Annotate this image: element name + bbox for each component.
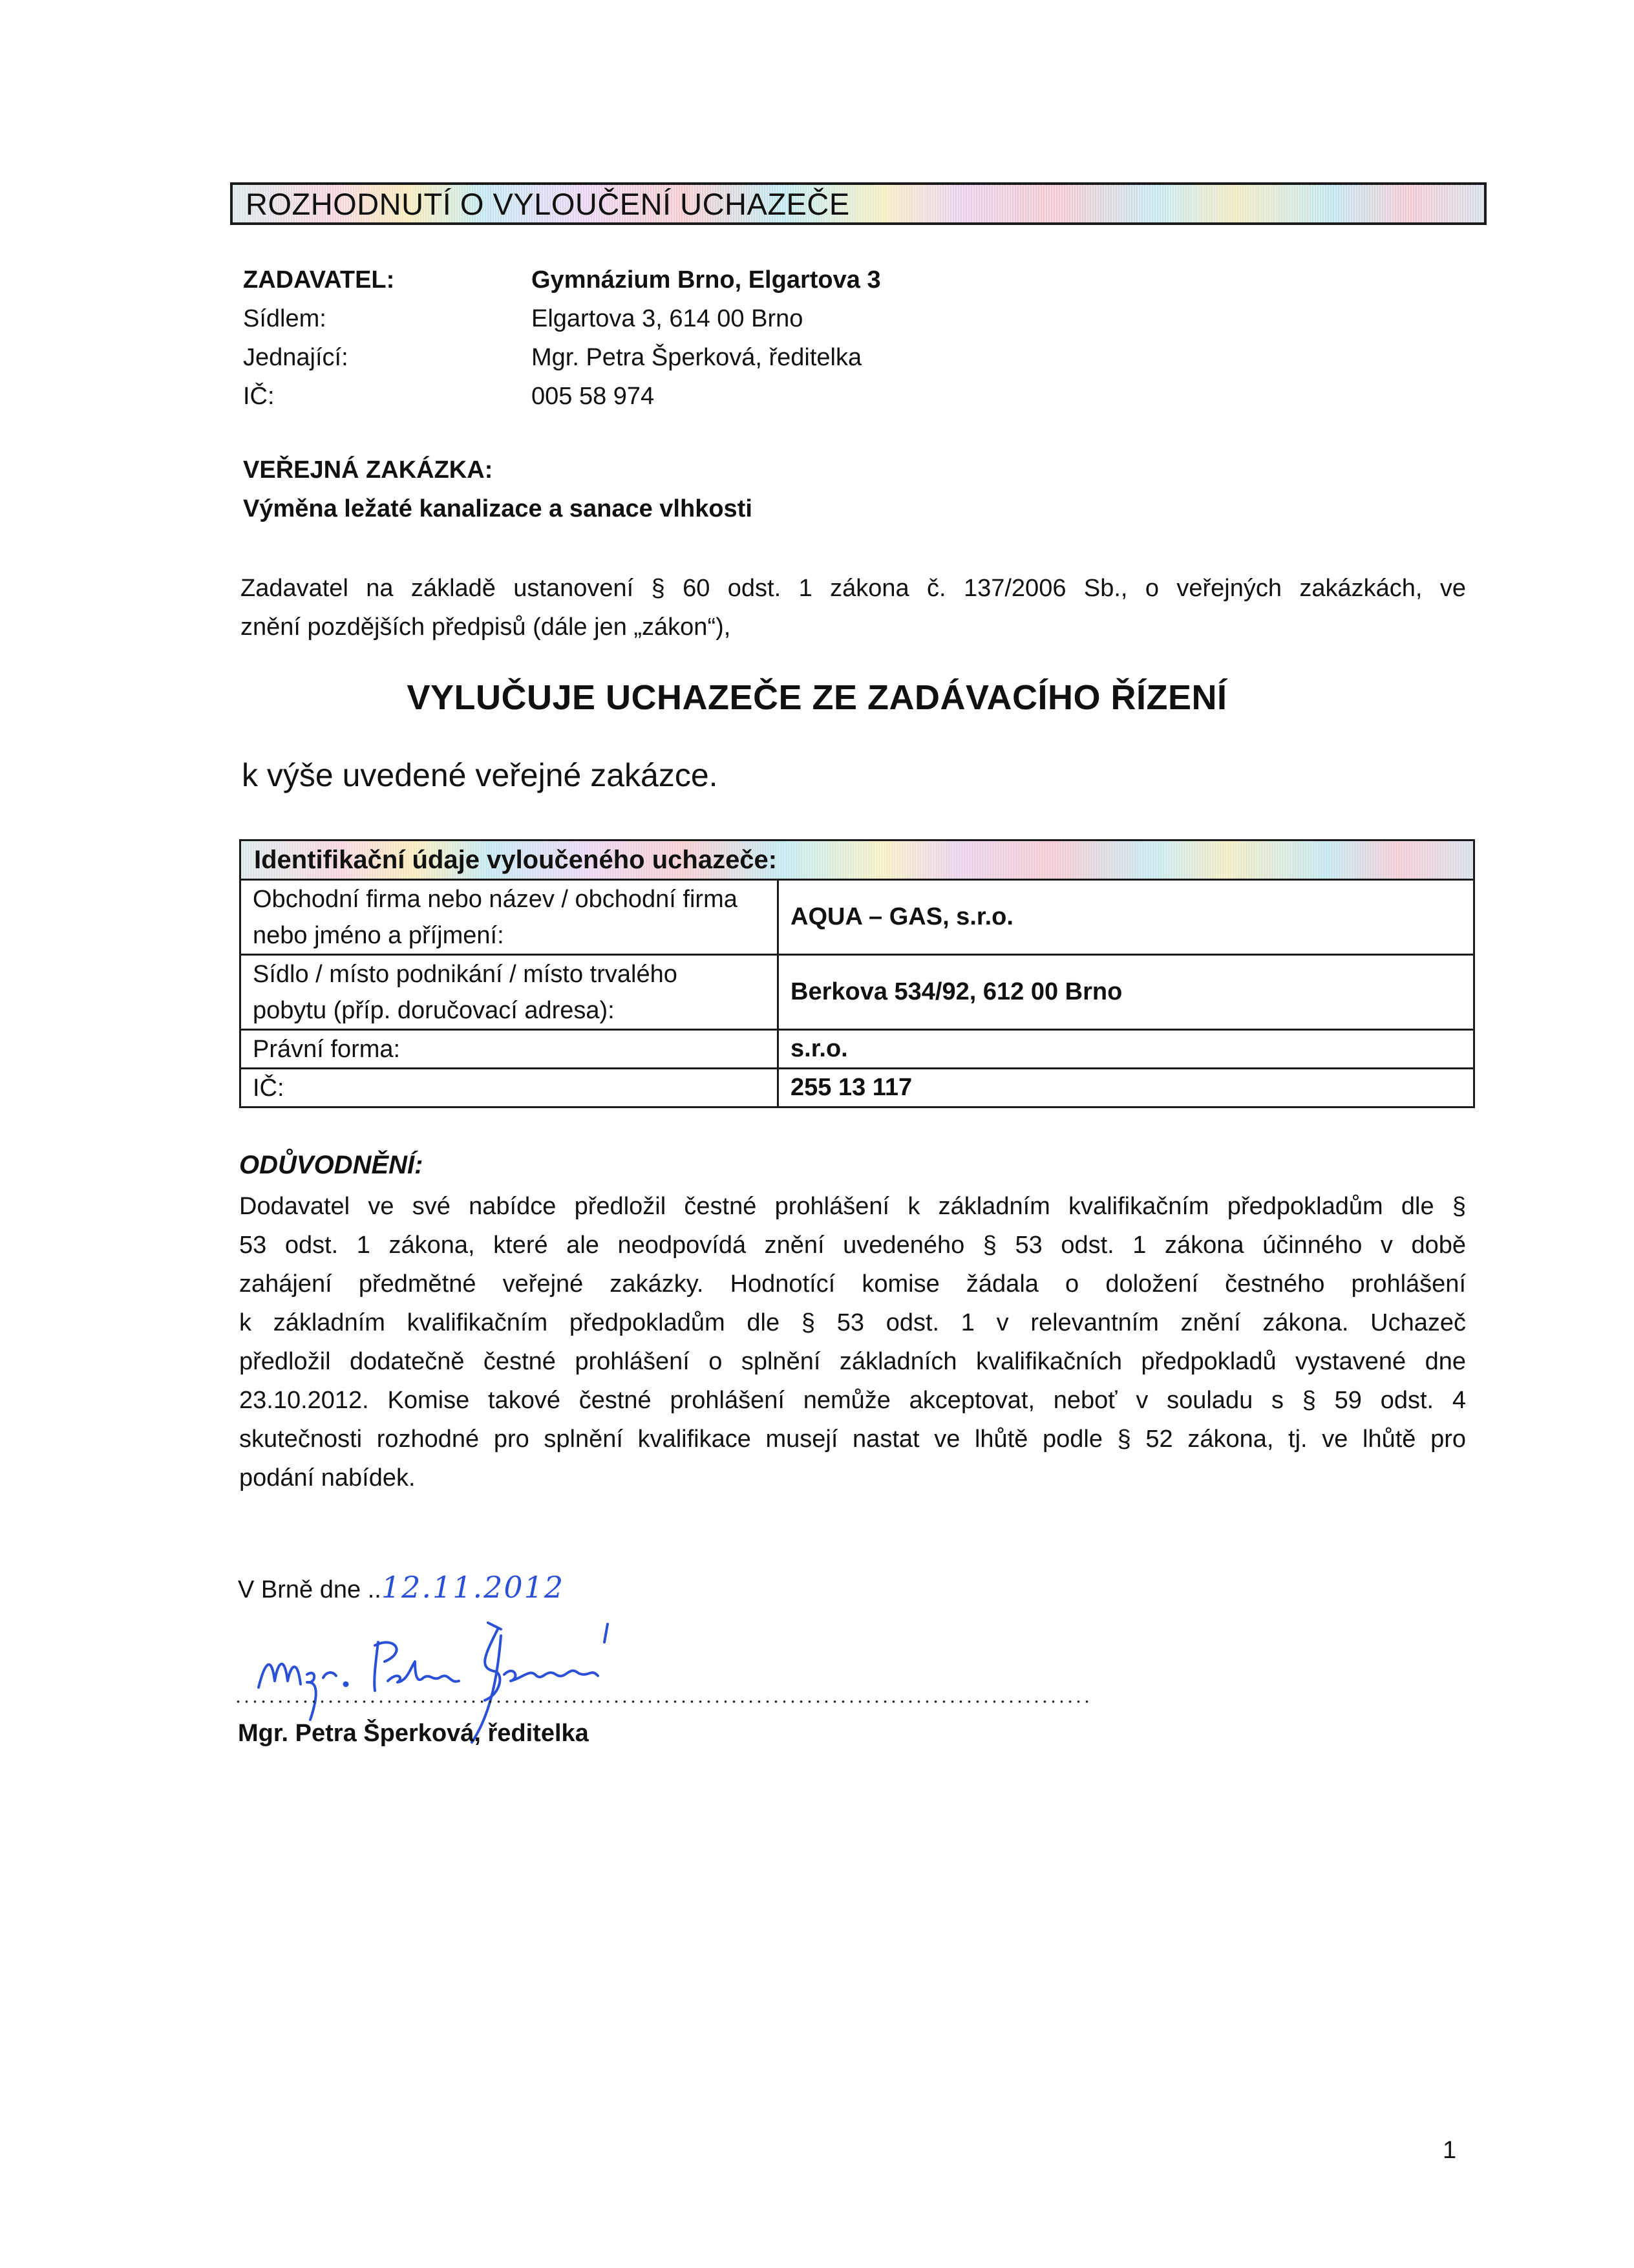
contracting-authority-heading: ZADAVATEL: xyxy=(243,266,395,294)
signatory-name: Mgr. Petra Šperková, ředitelka xyxy=(238,1720,589,1747)
handwritten-date: 12.11.2012 xyxy=(381,1570,565,1605)
table-cell-label xyxy=(240,955,778,1030)
label-line: IČ: xyxy=(253,1074,284,1102)
intro-line: znění pozdějších předpisů (dále jen „zákon“), xyxy=(240,614,731,641)
label-line: Obchodní firma nebo název / obchodní firma xyxy=(253,885,737,913)
excluded-bidder-table xyxy=(239,839,1475,1108)
document-title-bar xyxy=(230,182,1487,225)
public-contract-name: Výměna ležaté kanalizace a sanace vlhkosti xyxy=(243,495,752,522)
justification-line: zahájení předmětné veřejné zakázky. Hodnotící komise žádala o doložení čestného prohlášení xyxy=(239,1270,1466,1298)
justification-line: skutečnosti rozhodné pro splnění kvalifikace musejí nastat ve lhůtě podle § 52 zákona, tj. ve lhůtě pro xyxy=(239,1426,1466,1453)
place-date-line xyxy=(238,1570,564,1605)
justification-line: 23.10.2012. Komise takové čestné prohlášení nemůže akceptovat, neboť v souladu s § 59 odst. 4 xyxy=(239,1387,1466,1414)
justification-line: k základním kvalifikačním předpokladům dle § 53 odst. 1 v relevantním znění zákona. Uchazeč xyxy=(239,1309,1466,1336)
place-prefix: V Brně dne .. xyxy=(238,1576,381,1603)
contracting-authority-name: Gymnázium Brno, Elgartova 3 xyxy=(531,266,881,294)
label-line: Sídlo / místo podnikání / místo trvalého xyxy=(253,960,677,988)
label-line: nebo jméno a příjmení: xyxy=(253,921,504,949)
intro-line: Zadavatel na základě ustanovení § 60 odst. 1 zákona č. 137/2006 Sb., o veřejných zakázkách, ve xyxy=(240,575,1466,602)
seat-label: Sídlem: xyxy=(243,305,326,332)
table-cell-label xyxy=(240,880,778,955)
table-cell-value: AQUA – GAS, s.r.o. xyxy=(778,880,1474,955)
table-cell-value: s.r.o. xyxy=(778,1030,1474,1069)
label-line: pobytu (příp. doručovací adresa): xyxy=(253,996,615,1024)
justification-heading: ODŮVODNĚNÍ: xyxy=(239,1151,423,1179)
table-cell-label xyxy=(240,1030,778,1069)
table-row xyxy=(240,955,1474,1030)
justification-line: Dodavatel ve své nabídce předložil čestné prohlášení k základním kvalifikačním předpokladům dle § xyxy=(239,1193,1466,1220)
label-line: Právní forma: xyxy=(253,1035,401,1063)
justification-line: 53 odst. 1 zákona, které ale neodpovídá znění uvedeného § 53 odst. 1 zákona účinného v době xyxy=(239,1232,1466,1259)
table-cell-label xyxy=(240,1069,778,1107)
page-number: 1 xyxy=(1443,2137,1457,2164)
table-header-row xyxy=(240,840,1474,880)
table-row xyxy=(240,1069,1474,1107)
seat-value: Elgartova 3, 614 00 Brno xyxy=(531,305,803,332)
decision-heading: VYLUČUJE UCHAZEČE ZE ZADÁVACÍHO ŘÍZENÍ xyxy=(407,678,1227,717)
signature-dotted-line xyxy=(234,1700,1094,1703)
ic-value: 005 58 974 xyxy=(531,383,655,410)
justification-paragraph xyxy=(239,1187,1466,1497)
table-cell-value: Berkova 534/92, 612 00 Brno xyxy=(778,955,1474,1030)
table-row xyxy=(240,880,1474,955)
table-row xyxy=(240,1030,1474,1069)
document-title: ROZHODNUTÍ O VYLOUČENÍ UCHAZEČE xyxy=(246,186,850,221)
representative-label: Jednající: xyxy=(243,344,348,371)
intro-paragraph xyxy=(240,569,1466,647)
representative-value: Mgr. Petra Šperková, ředitelka xyxy=(531,344,862,371)
decision-subline: k výše uvedené veřejné zakázce. xyxy=(242,757,718,793)
ic-label: IČ: xyxy=(243,383,275,410)
table-cell-value: 255 13 117 xyxy=(778,1069,1474,1107)
justification-line: předložil dodatečně čestné prohlášení o splnění základních kvalifikačních předpokladů vystavené dne xyxy=(239,1348,1466,1375)
table-header: Identifikační údaje vyloučeného uchazeče: xyxy=(240,840,1474,880)
public-contract-heading: VEŘEJNÁ ZAKÁZKA: xyxy=(243,456,493,484)
justification-line: podání nabídek. xyxy=(239,1464,416,1492)
